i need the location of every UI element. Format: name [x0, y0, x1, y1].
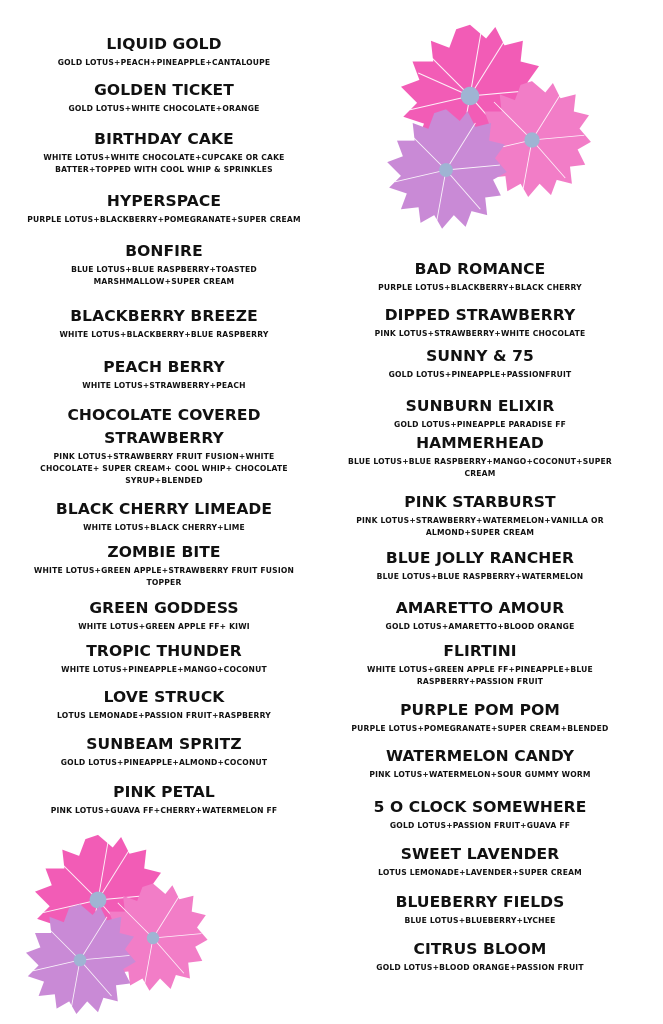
item-ingredients: WHITE LOTUS+BLACK CHERRY+LIME [83, 523, 245, 532]
menu-item-blackberry-breeze [24, 305, 304, 341]
item-ingredients: BLUE LOTUS+BLUEBERRY+LYCHEE [404, 916, 556, 925]
item-ingredients: BLUE LOTUS+BLUE RASPBERRY+WATERMELON [376, 572, 584, 581]
item-title: HAMMERHEAD [416, 434, 544, 452]
item-title: BONFIRE [125, 242, 203, 260]
item-ingredients: GOLD LOTUS+PEACH+PINEAPPLE+CANTALOUPE [57, 58, 271, 67]
menu-item-blue-jolly-rancher [330, 547, 630, 583]
item-title: PEACH BERRY [103, 358, 225, 376]
item-ingredients: WHITE LOTUS+BLACKBERRY+BLUE RASPBERRY [59, 330, 269, 339]
item-title: PINK PETAL [113, 783, 215, 801]
menu-item-zombie-bite [24, 541, 304, 589]
item-ingredients: PINK LOTUS+STRAWBERRY+WHITE CHOCOLATE [374, 329, 586, 338]
item-title: FLIRTINI [443, 642, 517, 660]
menu-item-pink-starburst [330, 491, 630, 539]
item-ingredients: LOTUS LEMONADE+PASSION FRUIT+RASPBERRY [57, 711, 271, 720]
menu-item-sunny-75 [330, 345, 630, 381]
item-ingredients: LOTUS LEMONADE+LAVENDER+SUPER CREAM [378, 868, 582, 877]
item-ingredients: PINK LOTUS+STRAWBERRY FRUIT FUSION+WHITE CHOCOLATE+ SUPER CREAM+ COOL WHIP+ CHOCOLATE SYRUP+BLENDED [40, 452, 288, 485]
item-ingredients: WHITE LOTUS+STRAWBERRY+PEACH [82, 381, 246, 390]
item-ingredients: PURPLE LOTUS+BLACKBERRY+BLACK CHERRY [378, 283, 582, 292]
item-ingredients: GOLD LOTUS+AMARETTO+BLOOD ORANGE [385, 622, 575, 631]
item-ingredients: WHITE LOTUS+GREEN APPLE FF+ KIWI [78, 622, 250, 631]
menu-item-bonfire [24, 240, 304, 288]
menu-item-5-o-clock-somewhere [330, 796, 630, 832]
menu-item-liquid-gold [24, 33, 304, 69]
item-title: PINK STARBURST [404, 493, 556, 511]
item-title: GOLDEN TICKET [94, 81, 234, 99]
item-ingredients: PINK LOTUS+WATERMELON+SOUR GUMMY WORM [369, 770, 591, 779]
item-title: TROPIC THUNDER [86, 642, 242, 660]
item-title: 5 O CLOCK SOMEWHERE [373, 798, 587, 816]
item-title: WATERMELON CANDY [385, 747, 575, 765]
menu-item-hyperspace [24, 190, 304, 226]
menu-item-amaretto-amour [330, 597, 630, 633]
item-title: LOVE STRUCK [103, 688, 225, 706]
item-ingredients: PINK LOTUS+STRAWBERRY+WATERMELON+VANILLA OR ALMOND+SUPER CREAM [356, 516, 604, 537]
item-title: LIQUID GOLD [106, 35, 222, 53]
menu-item-sweet-lavender [330, 843, 630, 879]
item-ingredients: GOLD LOTUS+PASSION FRUIT+GUAVA FF [389, 821, 571, 830]
item-ingredients: PINK LOTUS+GUAVA FF+CHERRY+WATERMELON FF [50, 806, 278, 815]
menu-item-dipped-strawberry [330, 304, 630, 340]
item-ingredients: WHITE LOTUS+GREEN APPLE+STRAWBERRY FRUIT FUSION TOPPER [33, 566, 295, 587]
item-title: BAD ROMANCE [414, 260, 546, 278]
item-ingredients: GOLD LOTUS+PINEAPPLE+ALMOND+COCONUT [60, 758, 268, 767]
item-ingredients: PURPLE LOTUS+POMEGRANATE+SUPER CREAM+BLENDED [351, 724, 609, 733]
carnation-flower-cluster-top-right-icon [370, 8, 630, 238]
menu-item-black-cherry-limeade [24, 498, 304, 534]
item-title: BIRTHDAY CAKE [94, 130, 234, 148]
menu-item-sunbeam-spritz [24, 733, 304, 769]
item-ingredients: PURPLE LOTUS+BLACKBERRY+POMEGRANATE+SUPER CREAM [27, 215, 301, 224]
menu-item-blueberry-fields [330, 891, 630, 927]
item-ingredients: GOLD LOTUS+BLOOD ORANGE+PASSION FRUIT [376, 963, 584, 972]
item-ingredients: BLUE LOTUS+BLUE RASPBERRY+TOASTED MARSHMALLOW+SUPER CREAM [71, 265, 257, 286]
menu-item-tropic-thunder [24, 640, 304, 676]
item-ingredients: WHITE LOTUS+PINEAPPLE+MANGO+COCONUT [61, 665, 267, 674]
item-title: BLUE JOLLY RANCHER [385, 549, 575, 567]
item-title: DIPPED STRAWBERRY [384, 306, 576, 324]
menu-item-golden-ticket [24, 79, 304, 115]
item-ingredients: WHITE LOTUS+WHITE CHOCOLATE+CUPCAKE OR CAKE BATTER+TOPPED WITH COOL WHIP & SPRINKLES [43, 153, 285, 174]
menu-item-green-goddess [24, 597, 304, 633]
item-title: HYPERSPACE [106, 192, 222, 210]
menu-item-citrus-bloom [330, 938, 630, 974]
item-ingredients: GOLD LOTUS+PINEAPPLE PARADISE FF [394, 420, 566, 429]
menu-item-hammerhead [330, 432, 630, 480]
menu-item-pink-petal [24, 781, 304, 817]
menu-item-birthday-cake [24, 128, 304, 176]
item-title: GREEN GODDESS [89, 599, 239, 617]
item-title: PURPLE POM POM [400, 701, 560, 719]
item-title: SUNNY & 75 [426, 347, 534, 365]
item-title: CHOCOLATE COVERED STRAWBERRY [67, 406, 261, 447]
menu-item-flirtini [330, 640, 630, 688]
item-ingredients: BLUE LOTUS+BLUE RASPBERRY+MANGO+COCONUT+SUPER CREAM [348, 457, 612, 478]
menu-item-purple-pom-pom [330, 699, 630, 735]
menu-item-love-struck [24, 686, 304, 722]
item-title: SWEET LAVENDER [400, 845, 560, 863]
item-title: SUNBURN ELIXIR [405, 397, 555, 415]
item-title: BLACK CHERRY LIMEADE [55, 500, 273, 518]
menu-item-bad-romance [330, 258, 630, 294]
item-title: ZOMBIE BITE [107, 543, 221, 561]
item-ingredients: GOLD LOTUS+PINEAPPLE+PASSIONFRUIT [388, 370, 572, 379]
item-title: AMARETTO AMOUR [395, 599, 565, 617]
item-title: SUNBEAM SPRITZ [86, 735, 242, 753]
item-title: BLACKBERRY BREEZE [70, 307, 258, 325]
menu-item-peach-berry [24, 356, 304, 392]
carnation-flower-cluster-bottom-left-icon [18, 830, 218, 1020]
item-ingredients: GOLD LOTUS+WHITE CHOCOLATE+ORANGE [68, 104, 260, 113]
menu-item-chocolate-covered-strawberry [24, 404, 304, 487]
menu-item-sunburn-elixir [330, 395, 630, 431]
item-title: CITRUS BLOOM [413, 940, 547, 958]
menu-item-watermelon-candy [330, 745, 630, 781]
item-ingredients: WHITE LOTUS+GREEN APPLE FF+PINEAPPLE+BLUE RASPBERRY+PASSION FRUIT [367, 665, 593, 686]
item-title: BLUEBERRY FIELDS [395, 893, 565, 911]
